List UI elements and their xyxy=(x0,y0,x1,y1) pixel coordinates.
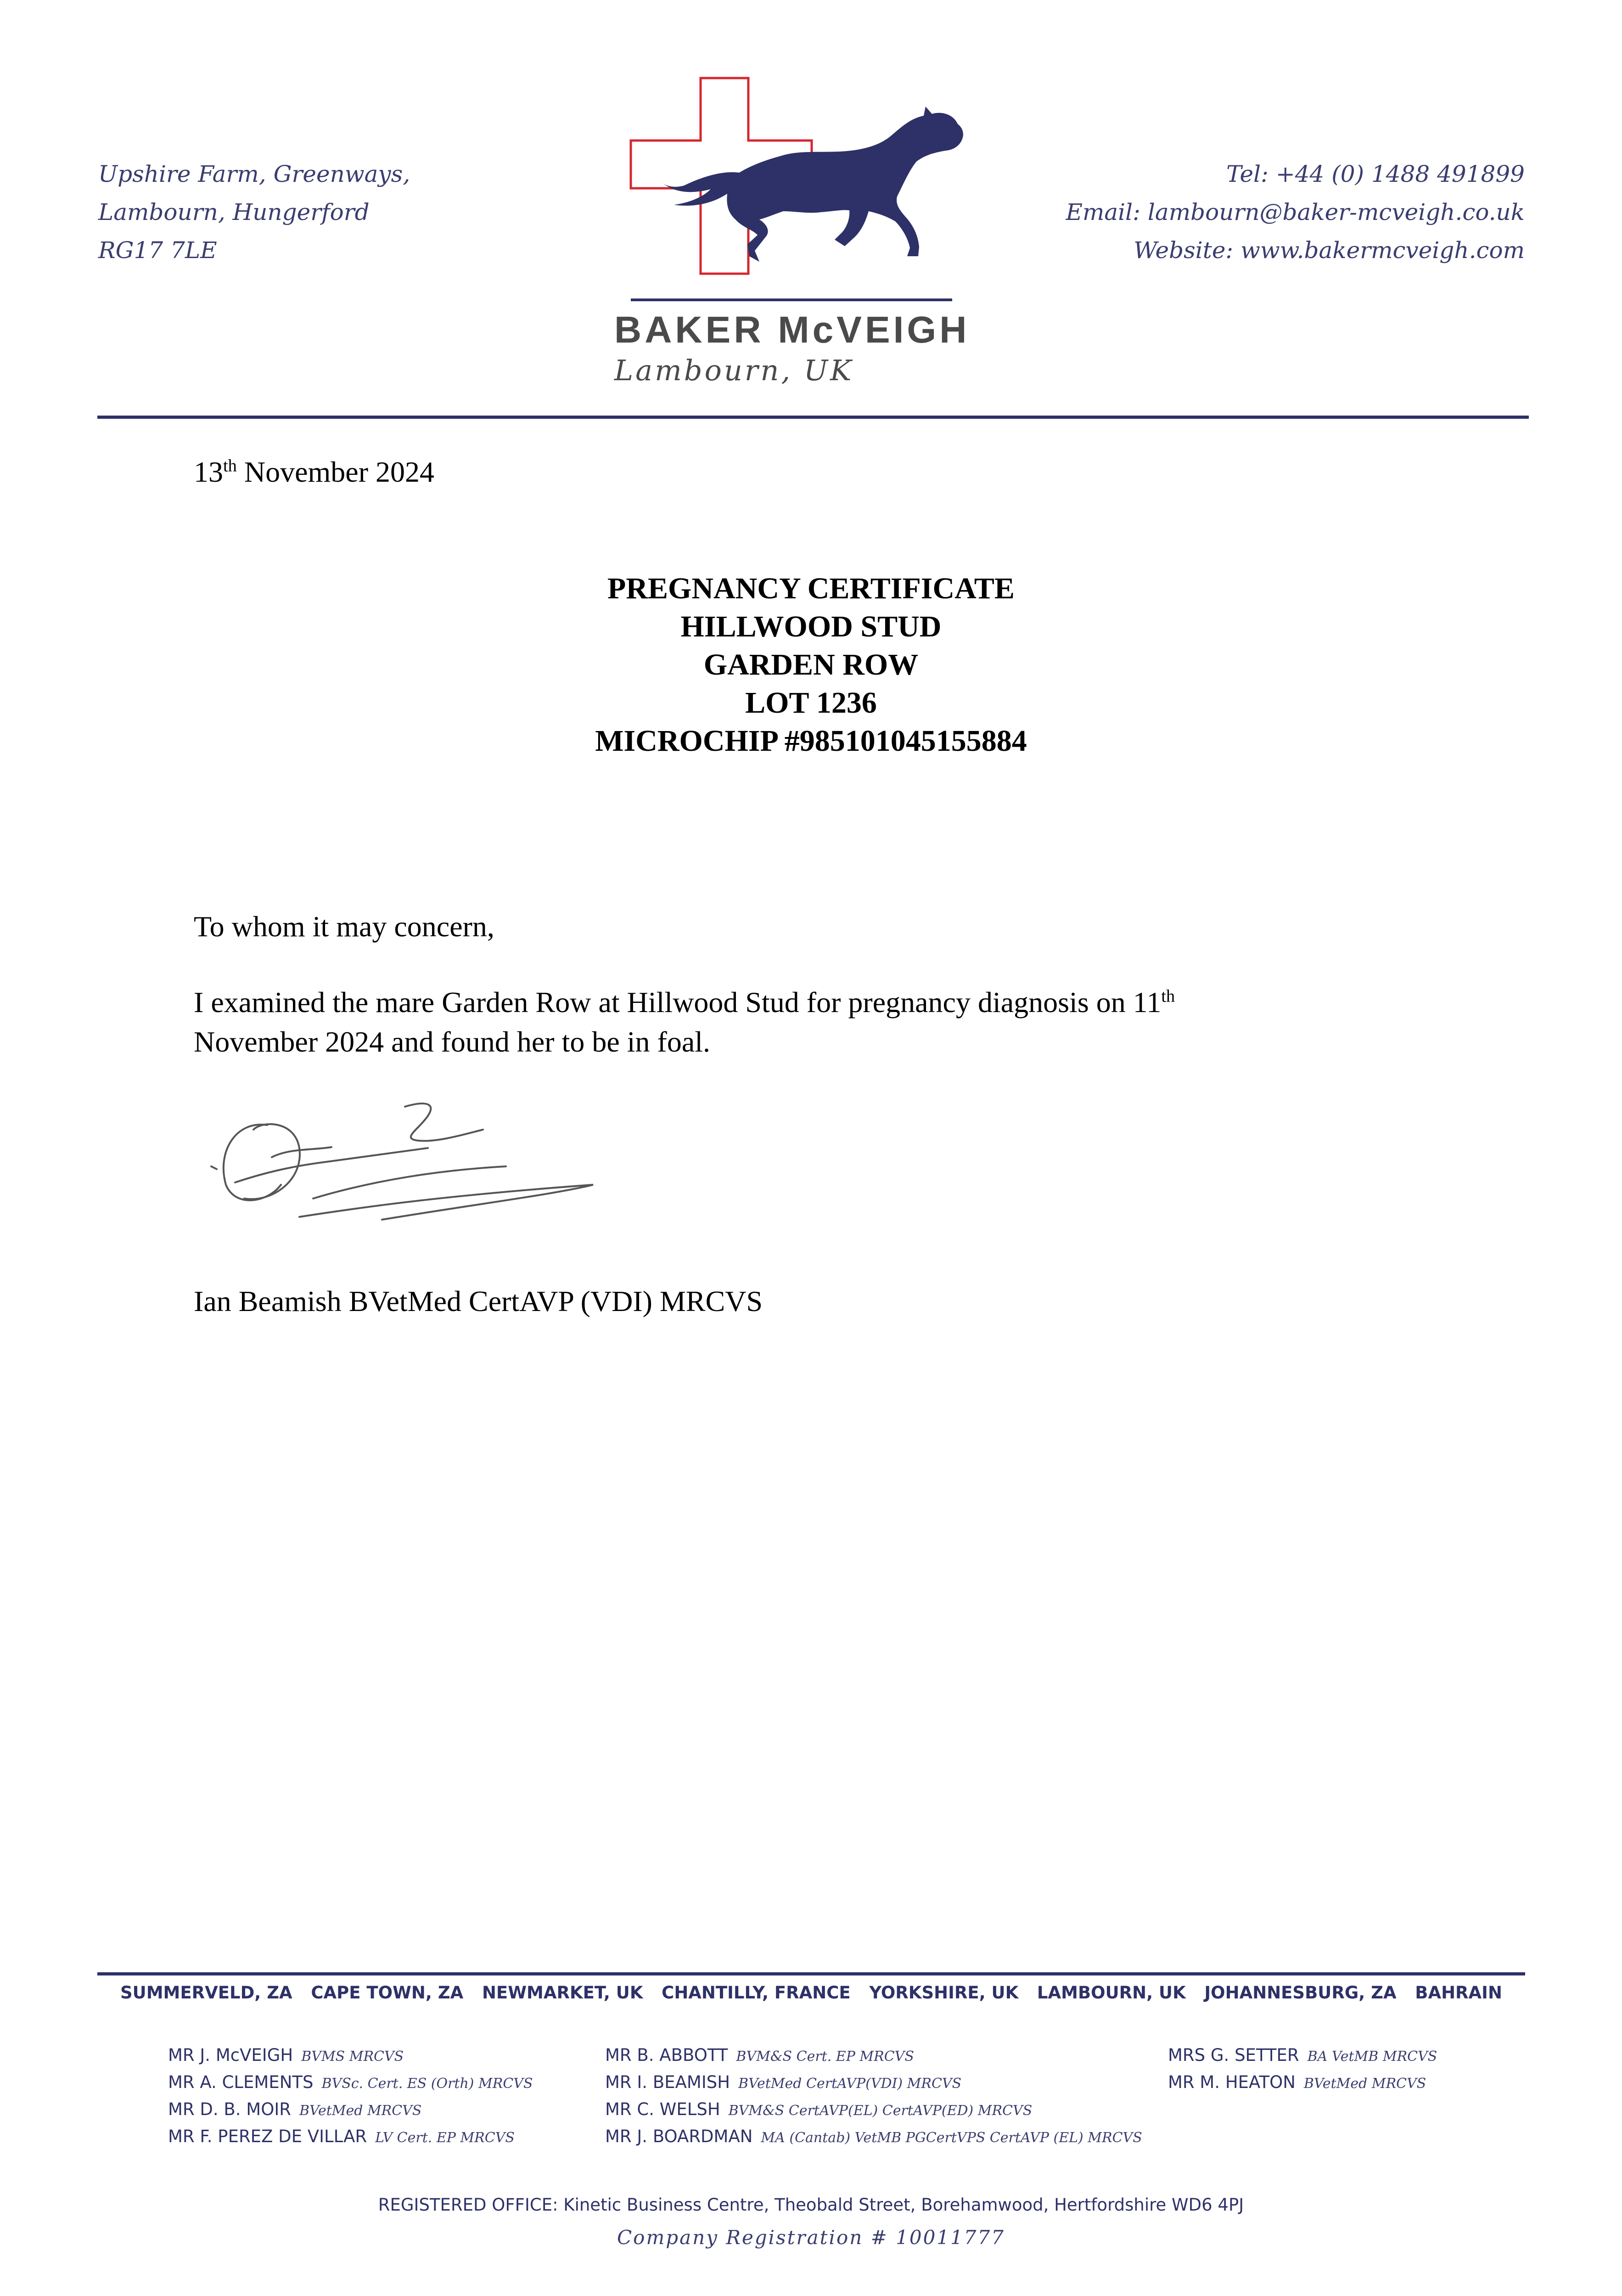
registered-office: REGISTERED OFFICE: Kinetic Business Centre, Theobald Street, Borehamwood, Hertfordshire WD6 4PJ xyxy=(378,2195,1244,2215)
location-item: SUMMERVELD, ZA xyxy=(120,1983,292,2003)
vets-column-2 xyxy=(605,2043,1142,2151)
vet-qualifications: BA VetMB MRCVS xyxy=(1307,2048,1437,2065)
body-text-line1: I examined the mare Garden Row at Hillwood Stud for pregnancy diagnosis on 11 xyxy=(194,986,1162,1019)
brand-name: BAKER McVEIGH xyxy=(614,309,970,351)
vet-qualifications: BVetMed CertAVP(VDI) MRCVS xyxy=(738,2076,962,2092)
vet-qualifications: BVetMed MRCVS xyxy=(1303,2076,1426,2092)
location-item: LAMBOURN, UK xyxy=(1037,1983,1186,2003)
vet-name: MRS G. SETTER xyxy=(1168,2045,1299,2065)
vet-entry xyxy=(605,2043,1142,2070)
date-suffix: th xyxy=(223,456,237,476)
location-item: BAHRAIN xyxy=(1415,1983,1502,2003)
vet-entry xyxy=(605,2097,1142,2124)
microchip-number: MICROCHIP #985101045155884 xyxy=(595,724,1027,758)
footer-divider xyxy=(97,1972,1525,1975)
vet-name: MR I. BEAMISH xyxy=(605,2072,730,2092)
salutation: To whom it may concern, xyxy=(194,910,494,943)
vet-entry xyxy=(168,2070,533,2097)
company-address xyxy=(98,155,410,270)
address-line: RG17 7LE xyxy=(98,237,217,264)
vet-qualifications: MA (Cantab) VetMB PGCertVPS CertAVP (EL) MRCVS xyxy=(761,2130,1142,2146)
vet-entry xyxy=(1168,2070,1437,2097)
vet-entry xyxy=(605,2070,1142,2097)
lot-number: LOT 1236 xyxy=(745,686,877,720)
title-line: PREGNANCY CERTIFICATE xyxy=(607,572,1015,605)
body-text-line2: November 2024 and found her to be in foal. xyxy=(194,1025,711,1058)
vet-entry xyxy=(168,2124,533,2151)
vet-name: MR B. ABBOTT xyxy=(605,2045,728,2065)
vet-name: MR F. PEREZ DE VILLAR xyxy=(168,2127,367,2146)
vet-entry xyxy=(168,2097,533,2124)
vets-column-3 xyxy=(1168,2043,1437,2097)
vet-qualifications: BVM&S CertAVP(EL) CertAVP(ED) MRCVS xyxy=(728,2103,1033,2119)
address-line: Lambourn, Hungerford xyxy=(98,199,370,225)
vets-column-1 xyxy=(168,2043,533,2151)
brand-location: Lambourn, UK xyxy=(614,354,854,387)
horse-and-cross-logo xyxy=(629,73,978,303)
handwritten-signature xyxy=(208,1093,612,1258)
office-locations xyxy=(97,1983,1525,2003)
location-item: CAPE TOWN, ZA xyxy=(311,1983,464,2003)
signatory-name: Ian Beamish BVetMed CertAVP (VDI) MRCVS xyxy=(194,1285,763,1317)
date-day: 13 xyxy=(194,456,223,488)
location-item: CHANTILLY, FRANCE xyxy=(662,1983,851,2003)
website-line: Website: www.bakermcveigh.com xyxy=(1134,237,1525,264)
company-contact xyxy=(1020,155,1525,270)
mare-name: GARDEN ROW xyxy=(703,648,919,681)
vet-qualifications: BVSc. Cert. ES (Orth) MRCVS xyxy=(321,2076,533,2092)
certificate-title xyxy=(0,569,1622,760)
location-item: YORKSHIRE, UK xyxy=(869,1983,1019,2003)
vet-name: MR J. McVEIGH xyxy=(168,2045,293,2065)
vet-name: MR M. HEATON xyxy=(1168,2072,1296,2092)
vet-qualifications: BVM&S Cert. EP MRCVS xyxy=(736,2048,914,2065)
vet-qualifications: BVMS MRCVS xyxy=(301,2048,404,2065)
location-item: NEWMARKET, UK xyxy=(482,1983,643,2003)
vet-name: MR D. B. MOIR xyxy=(168,2099,291,2119)
letter-date xyxy=(194,455,434,490)
vet-name: MR A. CLEMENTS xyxy=(168,2072,314,2092)
vet-qualifications: LV Cert. EP MRCVS xyxy=(375,2130,515,2146)
vet-name: MR C. WELSH xyxy=(605,2099,720,2119)
phone-line: Tel: +44 (0) 1488 491899 xyxy=(1226,161,1525,187)
body-superscript: th xyxy=(1161,986,1175,1006)
company-registration: Company Registration # 10011777 xyxy=(617,2226,1005,2249)
vet-name: MR J. BOARDMAN xyxy=(605,2127,753,2146)
email-line: Email: lambourn@baker-mcveigh.co.uk xyxy=(1066,199,1525,225)
vet-entry xyxy=(1168,2043,1437,2070)
vet-entry xyxy=(168,2043,533,2070)
header-divider xyxy=(97,416,1529,419)
certificate-body xyxy=(194,983,1387,1062)
vet-qualifications: BVetMed MRCVS xyxy=(299,2103,422,2119)
date-month-year: November 2024 xyxy=(236,456,434,488)
address-line: Upshire Farm, Greenways, xyxy=(98,161,410,187)
location-item: JOHANNESBURG, ZA xyxy=(1204,1983,1397,2003)
stud-name: HILLWOOD STUD xyxy=(680,610,942,643)
vet-entry xyxy=(605,2124,1142,2151)
